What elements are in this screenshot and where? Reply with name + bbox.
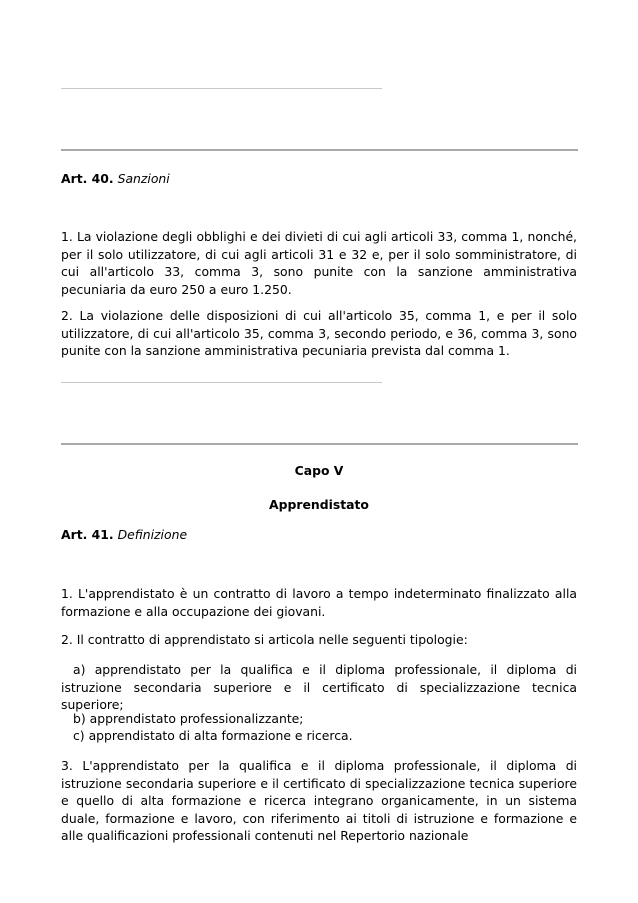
art40-heading xyxy=(61,170,577,188)
art41-paragraph-2: 2. Il contratto di apprendistato si articola nelle seguenti tipologie: xyxy=(61,632,468,647)
art41-list-item-b: b) apprendistato professionalizzante; xyxy=(73,711,304,726)
separator-long xyxy=(61,443,578,445)
art41-paragraph-1: 1. L'apprendistato è un contratto di lavoro a tempo indeterminato finalizzato alla formazione e alla occupazione dei giovani. xyxy=(61,586,577,619)
art41-list-item-c: c) apprendistato di alta formazione e ricerca. xyxy=(73,728,353,743)
art40-paragraph-1: 1. La violazione degli obblighi e dei divieti di cui agli articoli 33, comma 1, nonché, per il solo utilizzatore, di cui agli articoli 31 e 32 e, per il solo somministratore, di cui all'articolo 33, comma 3, sono punite con la sanzione amministrativa pecuniaria da euro 250 a euro 1.250. xyxy=(61,229,577,297)
art40-paragraph-2: 2. La violazione delle disposizioni di cui all'articolo 35, comma 1, e per il solo utilizzatore, di cui all'articolo 35, comma 3, secondo periodo, e 36, comma 3, sono punite con la sanzione amministrativa pecuniaria prevista dal comma 1. xyxy=(61,308,577,358)
art40-number: Art. 40. xyxy=(61,171,114,186)
art41-number: Art. 41. xyxy=(61,527,114,542)
art40-title: Sanzioni xyxy=(117,171,170,186)
art41-list-item-a: a) apprendistato per la qualifica e il diploma professionale, il diploma di istruzione secondaria superiore e il certificato di specializzazione tecnica superiore; xyxy=(61,662,577,712)
capo-label: Capo V xyxy=(294,463,344,478)
art41-title: Definizione xyxy=(117,527,188,542)
art41-paragraph-3: 3. L'apprendistato per la qualifica e il diploma professionale, il diploma di istruzione secondaria superiore e il certificato di specializzazione tecnica superiore e quello di alta formazione e ricerca integrano organicamente, in un sistema duale, formazione e lavoro, con riferimento ai titoli di istruzione e formazione e alle qualificazioni professionali contenuti nel Repertorio nazionale xyxy=(61,758,577,843)
art41-heading xyxy=(61,526,577,544)
capo-title: Apprendistato xyxy=(269,497,369,512)
separator-long xyxy=(61,149,578,151)
separator-short xyxy=(61,88,382,89)
separator-short xyxy=(61,382,382,383)
